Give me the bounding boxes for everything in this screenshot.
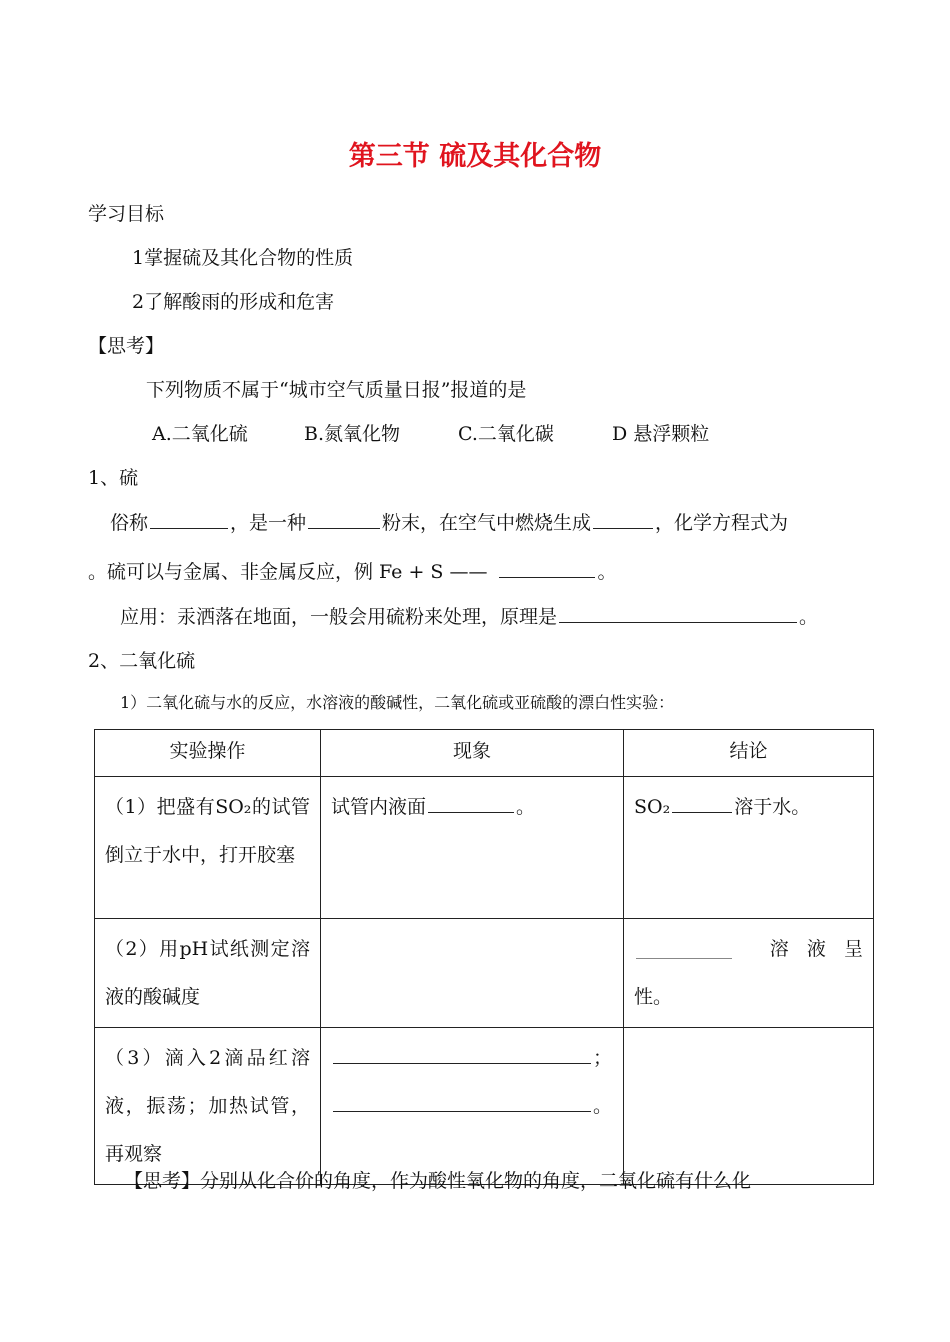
sulfur-application <box>120 602 818 629</box>
header-operation: 实验操作 <box>95 730 321 777</box>
text: 溶 液 呈 <box>769 938 863 960</box>
section-heading-sulfur: 1、硫 <box>88 467 139 489</box>
table-row <box>95 777 874 919</box>
option-c: C.二氧化碳 <box>458 423 554 445</box>
text: 试管内液面 <box>331 796 427 818</box>
answer-blank[interactable] <box>150 527 228 529</box>
option-a: A.二氧化硫 <box>152 423 248 445</box>
answer-blank[interactable] <box>593 527 653 529</box>
text: 性。 <box>634 986 673 1008</box>
experiment-intro: 1）二氧化硫与水的反应，水溶液的酸碱性，二氧化硫或亚硫酸的漂白性实验： <box>120 693 675 712</box>
phenomenon-cell <box>321 777 624 919</box>
experiment-table <box>94 729 874 1185</box>
text: 。 <box>597 561 617 583</box>
phenomenon-cell <box>321 919 624 1028</box>
text: SO₂ <box>634 796 671 818</box>
answer-blank[interactable] <box>333 1110 591 1112</box>
conclusion-cell <box>624 1028 874 1185</box>
text: ，是一种 <box>230 512 307 534</box>
answer-blank[interactable] <box>499 576 595 578</box>
think-question: 下列物质不属于“城市空气质量日报”报道的是 <box>146 379 527 401</box>
option-d: D 悬浮颗粒 <box>612 423 710 445</box>
text: ； <box>593 1047 613 1069</box>
objective-item: 2了解酸雨的形成和危害 <box>132 291 335 313</box>
think-heading: 【思考】 <box>88 335 165 357</box>
operation-cell: （2）用pH试纸测定溶液的酸碱度 <box>95 919 321 1028</box>
answer-blank[interactable] <box>428 811 514 813</box>
answer-blank[interactable] <box>333 1062 591 1064</box>
text: 溶于水。 <box>734 796 811 818</box>
text: 。 <box>516 796 536 818</box>
page-title: 第三节 硫及其化合物 <box>348 141 602 172</box>
table-row <box>95 919 874 1028</box>
phenomenon-cell <box>321 1028 624 1185</box>
text: 。 <box>799 606 819 628</box>
objectives-heading: 学习目标 <box>88 203 165 225</box>
table-row <box>95 1028 874 1185</box>
text: 。 <box>593 1095 613 1117</box>
text: 粉末，在空气中燃烧生成 <box>382 512 592 534</box>
answer-blank[interactable] <box>559 621 797 623</box>
text: 应用：汞洒落在地面，一般会用硫粉来处理，原理是 <box>120 606 558 628</box>
sulfur-paragraph-2 <box>88 557 617 584</box>
operation-cell: （3）滴入2滴品红溶液，振荡；加热试管，再观察 <box>95 1028 321 1185</box>
option-b: B.氮氧化物 <box>304 423 401 445</box>
conclusion-line <box>634 925 863 973</box>
table-header-row <box>95 730 874 777</box>
answer-blank[interactable] <box>636 957 732 959</box>
header-conclusion: 结论 <box>624 730 874 777</box>
sulfur-paragraph-1 <box>110 508 788 535</box>
answer-blank[interactable] <box>672 811 732 813</box>
conclusion-cell <box>624 919 874 1028</box>
phenomenon-line <box>331 1034 613 1082</box>
answer-blank[interactable] <box>308 527 380 529</box>
text: 俗称 <box>110 512 149 534</box>
text: 。硫可以与金属、非金属反应，例 Fe + S —— <box>88 561 488 583</box>
phenomenon-line <box>331 1082 613 1130</box>
operation-cell: （1）把盛有SO₂的试管倒立于水中，打开胶塞 <box>95 777 321 919</box>
text: ，化学方程式为 <box>655 512 789 534</box>
section-heading-so2: 2、二氧化硫 <box>88 650 196 672</box>
header-phenomenon: 现象 <box>321 730 624 777</box>
think-question-2: 【思考】分别从化合价的角度，作为酸性氧化物的角度，二氧化硫有什么化 <box>124 1170 752 1192</box>
conclusion-cell <box>624 777 874 919</box>
objective-item: 1掌握硫及其化合物的性质 <box>132 247 354 269</box>
